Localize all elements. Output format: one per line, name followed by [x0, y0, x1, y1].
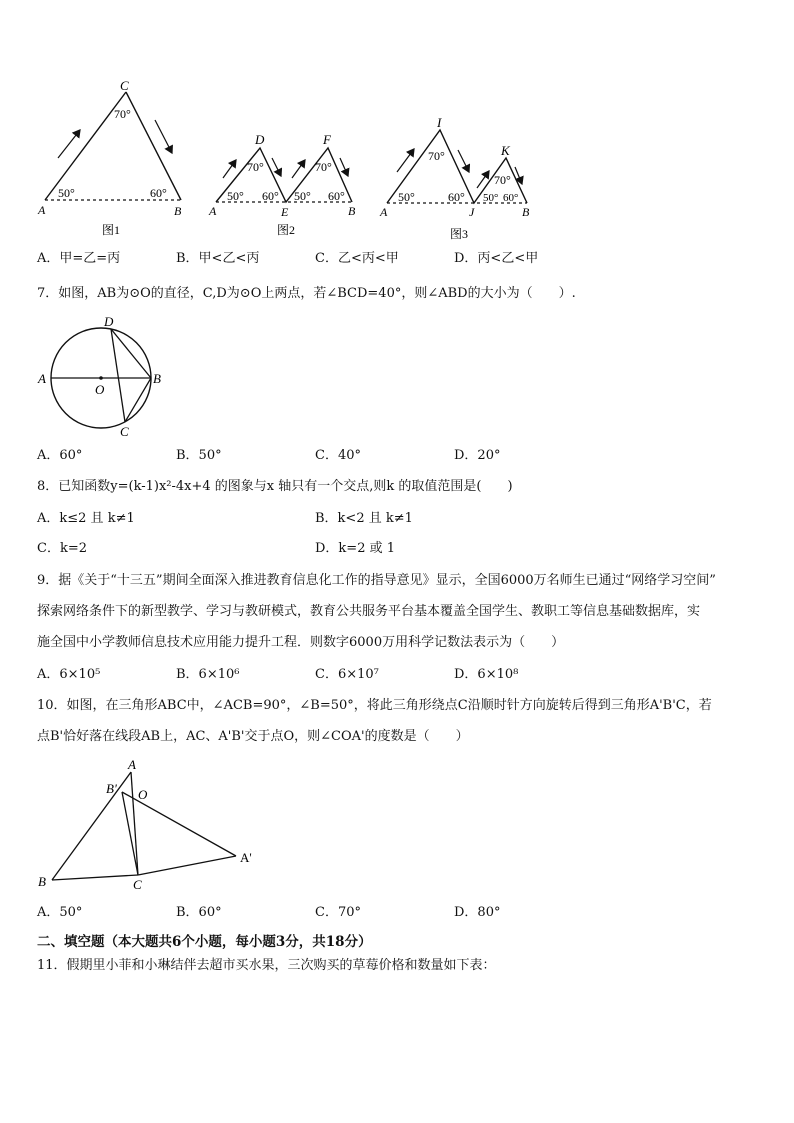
fig2-label-e: E	[281, 205, 289, 219]
figure-1	[37, 78, 182, 237]
q7-label-c: C	[120, 424, 129, 439]
fig3-angle-2: 60°	[448, 190, 465, 204]
fig2-angle-1: 50°	[227, 189, 244, 203]
fig2-angle-top-2: 70°	[315, 160, 332, 174]
figure-3	[379, 115, 530, 241]
q7-circle-figure	[0, 305, 200, 440]
q8-option-c: C．k=2	[37, 541, 87, 556]
fig1-angle-top: 70°	[114, 107, 131, 121]
fig3-caption: 图3	[450, 227, 469, 241]
fig1-caption: 图1	[102, 223, 121, 237]
fig2-label-b: B	[348, 204, 356, 218]
fig2-arrow-up-1	[223, 160, 236, 178]
section-2-title: 二、填空题（本大题共6个小题，每小题3分，共18分）	[37, 934, 372, 950]
q11-stem: 11．假期里小菲和小琳结伴去超市买水果，三次购买的草莓价格和数量如下表：	[37, 958, 496, 973]
q7-label-d: D	[104, 314, 114, 329]
fig2-label-d: D	[255, 132, 265, 147]
fig3-angle-4: 60°	[503, 192, 519, 204]
q7-option-a: A．60°	[37, 448, 83, 463]
fig3-arrow-down-1	[458, 150, 469, 172]
q10-side-ab	[52, 772, 131, 880]
fig3-angle-3: 50°	[483, 192, 499, 204]
fig3-label-b: B	[522, 205, 530, 219]
fig3-label-j: J	[469, 205, 475, 219]
q10-label-o: O	[138, 787, 148, 802]
fig1-arrow-down	[155, 120, 172, 153]
q7-label-b: B	[153, 371, 161, 386]
q9-option-b: B．6×10⁶	[176, 667, 240, 682]
fig1-label-c: C	[120, 78, 129, 93]
fig1-side-cb	[126, 92, 181, 200]
fig3-angle-top-1: 70°	[428, 149, 445, 163]
q7-stem: 7．如图，AB为⊙O的直径，C,D为⊙O上两点，若∠BCD=40°，则∠ABD的大小为（ ）.	[37, 286, 576, 301]
q9-option-d: D．6×10⁸	[454, 667, 519, 682]
fig1-arrow-up	[58, 130, 80, 158]
fig3-label-a: A	[380, 205, 388, 219]
fig3-label-i: I	[437, 115, 442, 130]
fig2-arrow-up-2	[292, 160, 305, 178]
q6-option-d: D．丙<乙<甲	[454, 251, 539, 266]
q8-stem: 8．已知函数y=(k-1)x²-4x+4 的图象与x 轴只有一个交点,则k 的取值范围是( )	[37, 479, 513, 494]
q8-option-b: B．k<2 且 k≠1	[315, 511, 413, 526]
q7-center-dot	[99, 376, 103, 380]
q10-line-2: 点B'恰好落在线段AB上，AC、A'B'交于点O，则∠COA'的度数是（ ）	[37, 729, 469, 744]
q9-option-a: A．6×10⁵	[37, 667, 101, 682]
q7-label-o: O	[95, 382, 105, 397]
q10-side-apc	[138, 856, 236, 875]
q8-option-a: A．k≤2 且 k≠1	[37, 511, 135, 526]
fig3-angle-top-2: 70°	[494, 173, 511, 187]
q7-label-a: A	[38, 371, 46, 386]
fig1-label-b: B	[174, 204, 182, 218]
fig2-angle-top-1: 70°	[247, 160, 264, 174]
q10-option-c: C．70°	[315, 905, 361, 920]
q10-option-d: D．80°	[454, 905, 501, 920]
fig2-label-a: A	[209, 204, 217, 218]
fig1-label-a: A	[38, 203, 46, 217]
q10-label-b: B	[38, 874, 46, 889]
fig2-arrow-down-2	[340, 158, 348, 176]
q7-option-d: D．20°	[454, 448, 501, 463]
q6-option-c: C．乙<丙<甲	[315, 251, 399, 266]
q10-label-aprime: A'	[240, 850, 252, 865]
fig2-label-f: F	[323, 132, 331, 147]
q6-option-a: A．甲=乙=丙	[37, 251, 121, 266]
q10-option-b: B．60°	[176, 905, 222, 920]
fig2-angle-4: 60°	[328, 189, 345, 203]
figure-2	[208, 132, 356, 237]
q9-option-c: C．6×10⁷	[315, 667, 379, 682]
fig2-angle-3: 50°	[294, 189, 311, 203]
fig3-angle-1: 50°	[398, 190, 415, 204]
fig2-caption: 图2	[277, 223, 296, 237]
fig1-angle-right: 60°	[150, 186, 167, 200]
fig3-label-k: K	[501, 143, 510, 158]
q6-figures	[0, 70, 794, 245]
q10-line-1: 10．如图，在三角形ABC中，∠ACB=90°，∠B=50°，将此三角形绕点C沿顺时针方向旋转后得到三角形A'B'C，若	[37, 698, 712, 713]
q10-label-bprime: B'	[106, 781, 117, 796]
q9-line-1: 9．据《关于“十三五”期间全面深入推进教育信息化工作的指导意见》显示，全国6000万名师生已通过“网络学习空间”	[37, 573, 716, 588]
fig1-angle-left: 50°	[58, 186, 75, 200]
q10-label-a: A	[128, 757, 136, 772]
q10-option-a: A．50°	[37, 905, 83, 920]
q10-side-bc	[52, 875, 138, 880]
q7-option-b: B．50°	[176, 448, 222, 463]
q6-option-b: B．甲<乙<丙	[176, 251, 260, 266]
q7-chord-cb	[125, 378, 151, 422]
fig3-arrow-down-2	[515, 167, 522, 184]
q10-triangle-figure	[0, 755, 280, 895]
q9-line-2: 探索网络条件下的新型教学、学习与教研模式，教育公共服务平台基本覆盖全国学生、教职工等信息基础数据库，实	[37, 604, 701, 619]
q7-option-c: C．40°	[315, 448, 361, 463]
q10-label-c: C	[133, 877, 142, 892]
fig2-angle-2: 60°	[262, 189, 279, 203]
fig2-arrow-down-1	[272, 158, 281, 176]
q8-option-d: D．k=2 或 1	[315, 541, 395, 556]
q9-line-3: 施全国中小学教师信息技术应用能力提升工程．则数字6000万用科学记数法表示为（ ）	[37, 635, 565, 650]
